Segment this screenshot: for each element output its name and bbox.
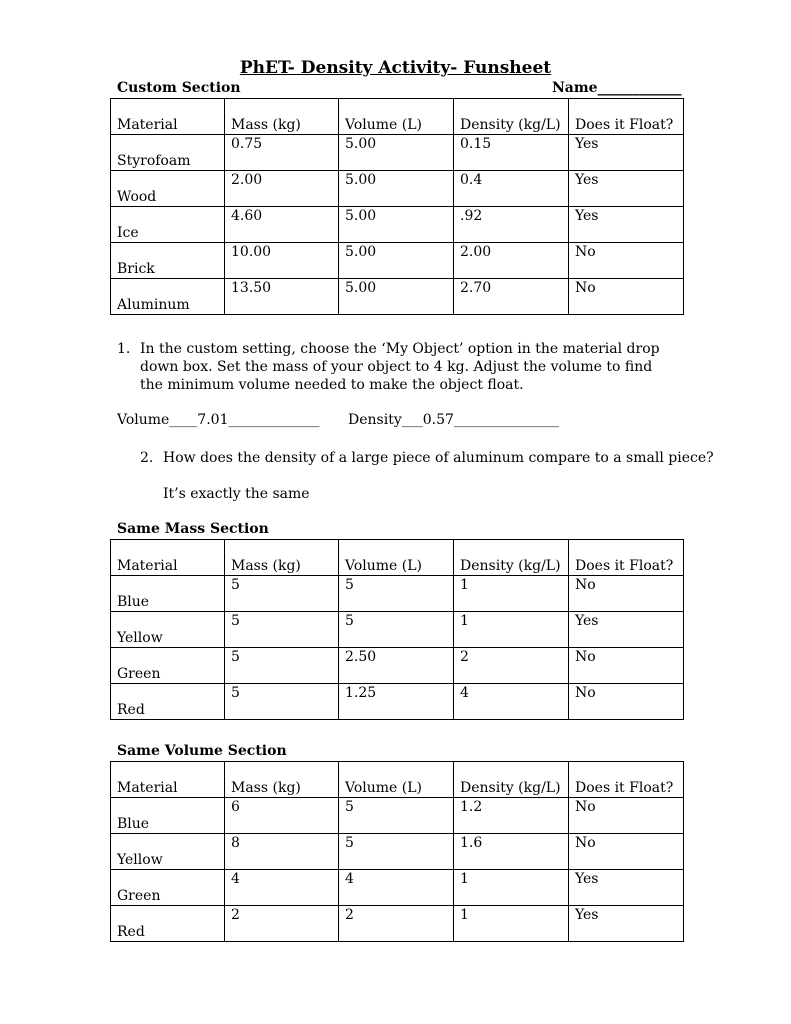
value-cell: Yes (569, 906, 684, 942)
question-1-number: 1. (117, 341, 131, 357)
material-cell: Aluminum (111, 279, 225, 315)
material-cell: Brick (111, 243, 225, 279)
value-cell: 5 (339, 576, 454, 612)
value-cell: 5.00 (339, 279, 454, 315)
volume-answer: Volume____7.01_____________ (117, 412, 320, 428)
material-cell: Green (111, 648, 225, 684)
material-cell: Styrofoam (111, 135, 225, 171)
material-cell: Red (111, 906, 225, 942)
column-header: Volume (L) (339, 99, 454, 135)
value-cell: Yes (569, 207, 684, 243)
table-row (111, 834, 684, 870)
value-cell: 0.4 (454, 171, 569, 207)
table-row (111, 171, 684, 207)
value-cell: 1 (454, 906, 569, 942)
value-cell: 5 (225, 576, 339, 612)
material-cell: Blue (111, 576, 225, 612)
value-cell: 1 (454, 612, 569, 648)
value-cell: .92 (454, 207, 569, 243)
table-row (111, 906, 684, 942)
material-cell: Blue (111, 798, 225, 834)
column-header: Volume (L) (339, 540, 454, 576)
value-cell: 0.75 (225, 135, 339, 171)
value-cell: 5.00 (339, 207, 454, 243)
value-cell: No (569, 834, 684, 870)
value-cell: 13.50 (225, 279, 339, 315)
value-cell: 2 (454, 648, 569, 684)
column-header: Mass (kg) (225, 99, 339, 135)
value-cell: Yes (569, 612, 684, 648)
value-cell: Yes (569, 870, 684, 906)
table-row (111, 870, 684, 906)
value-cell: 2.00 (454, 243, 569, 279)
table-row (111, 207, 684, 243)
value-cell: 1.2 (454, 798, 569, 834)
column-header: Density (kg/L) (454, 99, 569, 135)
value-cell: 5.00 (339, 243, 454, 279)
page-title: PhET- Density Activity- Funsheet (239, 58, 552, 78)
material-cell: Ice (111, 207, 225, 243)
question-2-text: How does the density of a large piece of aluminum compare to a small piece? (163, 450, 714, 466)
table-header-row (111, 99, 684, 135)
table-row (111, 135, 684, 171)
table-row (111, 648, 684, 684)
value-cell: 4 (339, 870, 454, 906)
same-mass-section-label: Same Mass Section (117, 521, 269, 537)
same-volume-table (110, 761, 684, 942)
table-row (111, 612, 684, 648)
question-1-text: In the custom setting, choose the ‘My Object’ option in the material drop down box. Set the mass of your object to 4 kg. Adjust the volume to find the minimum volume needed to make the object float. (140, 341, 660, 393)
column-header: Density (kg/L) (454, 540, 569, 576)
table-row (111, 684, 684, 720)
value-cell: 5 (339, 798, 454, 834)
material-cell: Green (111, 870, 225, 906)
value-cell: 5 (225, 612, 339, 648)
table-row (111, 576, 684, 612)
same-volume-section-label: Same Volume Section (117, 743, 287, 759)
question-2-number: 2. (140, 450, 154, 466)
custom-section-label: Custom Section (117, 80, 241, 96)
value-cell: 2.50 (339, 648, 454, 684)
value-cell: No (569, 279, 684, 315)
question-2-answer: It’s exactly the same (163, 486, 310, 502)
column-header: Does it Float? (569, 540, 684, 576)
value-cell: No (569, 576, 684, 612)
table-header-row (111, 762, 684, 798)
value-cell: Yes (569, 135, 684, 171)
column-header: Volume (L) (339, 762, 454, 798)
value-cell: Yes (569, 171, 684, 207)
value-cell: 1.6 (454, 834, 569, 870)
value-cell: 1.25 (339, 684, 454, 720)
value-cell: 1 (454, 870, 569, 906)
value-cell: 0.15 (454, 135, 569, 171)
column-header: Mass (kg) (225, 540, 339, 576)
table-row (111, 798, 684, 834)
column-header: Does it Float? (569, 762, 684, 798)
value-cell: 2 (225, 906, 339, 942)
table-row (111, 279, 684, 315)
value-cell: No (569, 684, 684, 720)
column-header: Material (111, 540, 225, 576)
value-cell: No (569, 798, 684, 834)
value-cell: 4 (225, 870, 339, 906)
value-cell: 10.00 (225, 243, 339, 279)
material-cell: Red (111, 684, 225, 720)
custom-section-table (110, 98, 684, 315)
value-cell: 8 (225, 834, 339, 870)
same-mass-table (110, 539, 684, 720)
material-cell: Wood (111, 171, 225, 207)
material-cell: Yellow (111, 834, 225, 870)
value-cell: 6 (225, 798, 339, 834)
value-cell: 5 (339, 834, 454, 870)
material-cell: Yellow (111, 612, 225, 648)
value-cell: 2 (339, 906, 454, 942)
name-field: Name____________ (552, 80, 682, 96)
column-header: Material (111, 99, 225, 135)
value-cell: 5 (225, 684, 339, 720)
value-cell: 4.60 (225, 207, 339, 243)
value-cell: 4 (454, 684, 569, 720)
value-cell: 5 (339, 612, 454, 648)
table-row (111, 243, 684, 279)
column-header: Density (kg/L) (454, 762, 569, 798)
value-cell: No (569, 243, 684, 279)
column-header: Material (111, 762, 225, 798)
value-cell: 2.70 (454, 279, 569, 315)
value-cell: No (569, 648, 684, 684)
value-cell: 5 (225, 648, 339, 684)
column-header: Mass (kg) (225, 762, 339, 798)
question-2 (140, 450, 714, 466)
question-1 (117, 340, 677, 394)
value-cell: 5.00 (339, 171, 454, 207)
table-header-row (111, 540, 684, 576)
density-answer: Density___0.57_______________ (348, 412, 559, 428)
column-header: Does it Float? (569, 99, 684, 135)
value-cell: 1 (454, 576, 569, 612)
value-cell: 2.00 (225, 171, 339, 207)
value-cell: 5.00 (339, 135, 454, 171)
